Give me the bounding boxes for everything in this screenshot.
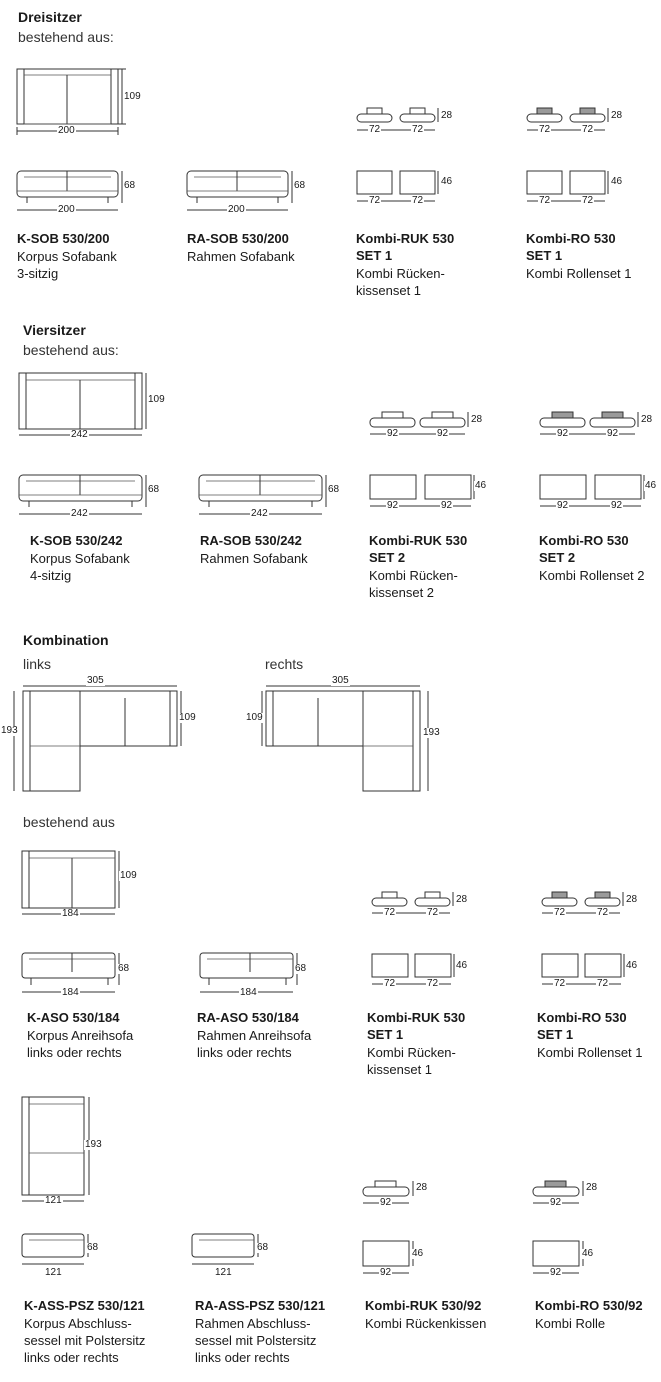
dim-width-72: 72 [597, 978, 609, 989]
dim-height-68: 68 [294, 180, 306, 191]
ass-top-view-121 [22, 1097, 89, 1201]
dim-width-92: 92 [437, 428, 449, 439]
section-subtitle-viersitzer: bestehend aus: [23, 342, 119, 358]
dim-width-184: 184 [240, 987, 257, 998]
dim-width-72: 72 [554, 978, 566, 989]
product-code-ro-set1b: Kombi-RO 530 SET 1 [537, 1010, 627, 1042]
dim-height-68: 68 [257, 1242, 269, 1253]
product-desc-ro92: Kombi Rolle [535, 1316, 606, 1331]
dim-height-28: 28 [641, 414, 653, 425]
kombi-ro-set1-drawing [527, 108, 608, 201]
product-code-ruk-set2: Kombi-RUK 530 SET 2 [369, 533, 468, 565]
section-title-viersitzer: Viersitzer [23, 322, 86, 338]
dim-width-121: 121 [215, 1267, 232, 1278]
dim-width-92: 92 [441, 500, 453, 511]
dim-height-28: 28 [441, 110, 453, 121]
product-desc-ro-set1b: Kombi Rollenset 1 [537, 1045, 643, 1060]
product-desc-ruk-set1: Kombi Rücken- kissenset 1 [356, 266, 445, 298]
dim-width-72: 72 [582, 124, 594, 135]
product-code-kass121: K-ASS-PSZ 530/121 [24, 1298, 145, 1313]
product-code-ruk92: Kombi-RUK 530/92 [365, 1298, 482, 1313]
dim-height-46: 46 [412, 1248, 424, 1259]
combination-right-top-view [262, 686, 428, 791]
section-title-kombination: Kombination [23, 632, 109, 648]
product-code-rasob242: RA-SOB 530/242 [200, 533, 302, 548]
product-desc-raaso184: Rahmen Anreihsofa links oder rechts [197, 1028, 312, 1060]
dim-width-72: 72 [539, 124, 551, 135]
combination-left-top-view [14, 686, 181, 791]
dim-width-92: 92 [557, 428, 569, 439]
product-desc-ruk-set2: Kombi Rücken- kissenset 2 [369, 568, 458, 600]
dim-height-46: 46 [626, 960, 638, 971]
product-desc-rasob242: Rahmen Sofabank [200, 551, 308, 566]
dim-height-109: 109 [120, 870, 137, 881]
dim-width-72: 72 [412, 195, 424, 206]
dim-width-72: 72 [427, 978, 439, 989]
product-code-raass121: RA-ASS-PSZ 530/121 [195, 1298, 326, 1313]
dim-width-200: 200 [58, 125, 75, 136]
dim-height-28: 28 [471, 414, 483, 425]
kombi-ro92-drawing [533, 1181, 583, 1273]
dim-width-72: 72 [369, 195, 381, 206]
dim-width-72: 72 [384, 978, 396, 989]
product-code-ksob242: K-SOB 530/242 [30, 533, 123, 548]
dim-width-184: 184 [62, 908, 79, 919]
kombi-ruk-set1-drawing [357, 108, 438, 201]
dim-height-46: 46 [645, 480, 657, 491]
product-desc-raass121: Rahmen Abschluss- sessel mit Polstersitz links oder rechts [195, 1316, 317, 1365]
dim-height-193: 193 [85, 1139, 102, 1150]
product-desc-kaso184: Korpus Anreihsofa links oder rechts [27, 1028, 134, 1060]
product-code-ruk-set1: Kombi-RUK 530 SET 1 [356, 231, 455, 263]
dim-width-242: 242 [251, 508, 268, 519]
dim-width-200: 200 [58, 204, 75, 215]
dim-width-72: 72 [539, 195, 551, 206]
aso-top-view-184 [22, 851, 119, 914]
product-code-ro-set2: Kombi-RO 530 SET 2 [539, 533, 629, 565]
kombi-ruk-set1b-drawing [372, 892, 454, 984]
dim-width-92: 92 [550, 1197, 562, 1208]
dim-width-184: 184 [62, 987, 79, 998]
dim-height-28: 28 [456, 894, 468, 905]
dim-width-305: 305 [87, 675, 104, 686]
dim-height-46: 46 [441, 176, 453, 187]
dim-width-242: 242 [71, 429, 88, 440]
dim-width-92: 92 [380, 1267, 392, 1278]
dim-width-72: 72 [582, 195, 594, 206]
product-code-rasob200: RA-SOB 530/200 [187, 231, 289, 246]
product-desc-rasob200: Rahmen Sofabank [187, 249, 295, 264]
dim-width-200: 200 [228, 204, 245, 215]
dim-width-92: 92 [387, 500, 399, 511]
dim-width-72: 72 [384, 907, 396, 918]
kombi-ruk92-drawing [363, 1181, 413, 1273]
section-title-dreisitzer: Dreisitzer [18, 9, 82, 25]
dim-height-193: 193 [1, 725, 18, 736]
product-desc-ro-set2: Kombi Rollenset 2 [539, 568, 645, 583]
dim-height-28: 28 [626, 894, 638, 905]
dim-width-121: 121 [45, 1267, 62, 1278]
kombi-ruk-set2-drawing [370, 412, 474, 506]
product-desc-ksob200: Korpus Sofabank 3-sitzig [17, 249, 117, 281]
dim-height-68: 68 [148, 484, 160, 495]
dim-height-46: 46 [475, 480, 487, 491]
product-code-raaso184: RA-ASO 530/184 [197, 1010, 299, 1025]
dim-height-68: 68 [118, 963, 130, 974]
product-desc-ruk-set1b: Kombi Rücken- kissenset 1 [367, 1045, 456, 1077]
dim-width-92: 92 [611, 500, 623, 511]
section-subtitle-dreisitzer: bestehend aus: [18, 29, 114, 45]
dim-width-72: 72 [597, 907, 609, 918]
label-links: links [23, 656, 52, 672]
dim-width-92: 92 [387, 428, 399, 439]
product-code-ruk-set1b: Kombi-RUK 530 SET 1 [367, 1010, 466, 1042]
ass-front-view-raass121 [192, 1234, 258, 1264]
dim-height-46: 46 [456, 960, 468, 971]
product-desc-ro-set1: Kombi Rollenset 1 [526, 266, 632, 281]
dim-height-28: 28 [611, 110, 623, 121]
product-code-kaso184: K-ASO 530/184 [27, 1010, 120, 1025]
dim-height-46: 46 [611, 176, 623, 187]
dim-width-92: 92 [550, 1267, 562, 1278]
label-rechts: rechts [265, 656, 304, 672]
dim-width-72: 72 [427, 907, 439, 918]
dim-height-109: 109 [148, 394, 165, 405]
dim-height-109: 109 [179, 712, 196, 723]
kombi-ro-set2-drawing [540, 412, 644, 506]
product-desc-ksob242: Korpus Sofabank 4-sitzig [30, 551, 130, 583]
dim-width-72: 72 [412, 124, 424, 135]
sofa-top-view-242 [19, 373, 146, 435]
dim-height-109: 109 [124, 91, 141, 102]
dim-width-92: 92 [380, 1197, 392, 1208]
product-code-ro-set1: Kombi-RO 530 SET 1 [526, 231, 616, 263]
dim-height-28: 28 [416, 1182, 428, 1193]
label-bestehend-aus: bestehend aus [23, 814, 115, 830]
dim-width-92: 92 [607, 428, 619, 439]
dim-height-68: 68 [295, 963, 307, 974]
dim-height-46: 46 [582, 1248, 594, 1259]
ass-front-view-kass121 [22, 1234, 88, 1264]
dim-width-305: 305 [332, 675, 349, 686]
product-desc-kass121: Korpus Abschluss- sessel mit Polstersitz links oder rechts [24, 1316, 146, 1365]
dim-height-68: 68 [328, 484, 340, 495]
dim-width-92: 92 [557, 500, 569, 511]
dim-height-193: 193 [423, 727, 440, 738]
product-code-ro92: Kombi-RO 530/92 [535, 1298, 643, 1313]
dim-height-28: 28 [586, 1182, 598, 1193]
product-desc-ruk92: Kombi Rückenkissen [365, 1316, 487, 1331]
dim-width-121: 121 [45, 1195, 62, 1206]
dim-width-242: 242 [71, 508, 88, 519]
kombi-ro-set1b-drawing [542, 892, 624, 984]
dim-height-109: 109 [246, 712, 263, 723]
dim-width-72: 72 [369, 124, 381, 135]
dim-height-68: 68 [87, 1242, 99, 1253]
dim-width-72: 72 [554, 907, 566, 918]
product-code-ksob200: K-SOB 530/200 [17, 231, 110, 246]
dim-height-68: 68 [124, 180, 136, 191]
